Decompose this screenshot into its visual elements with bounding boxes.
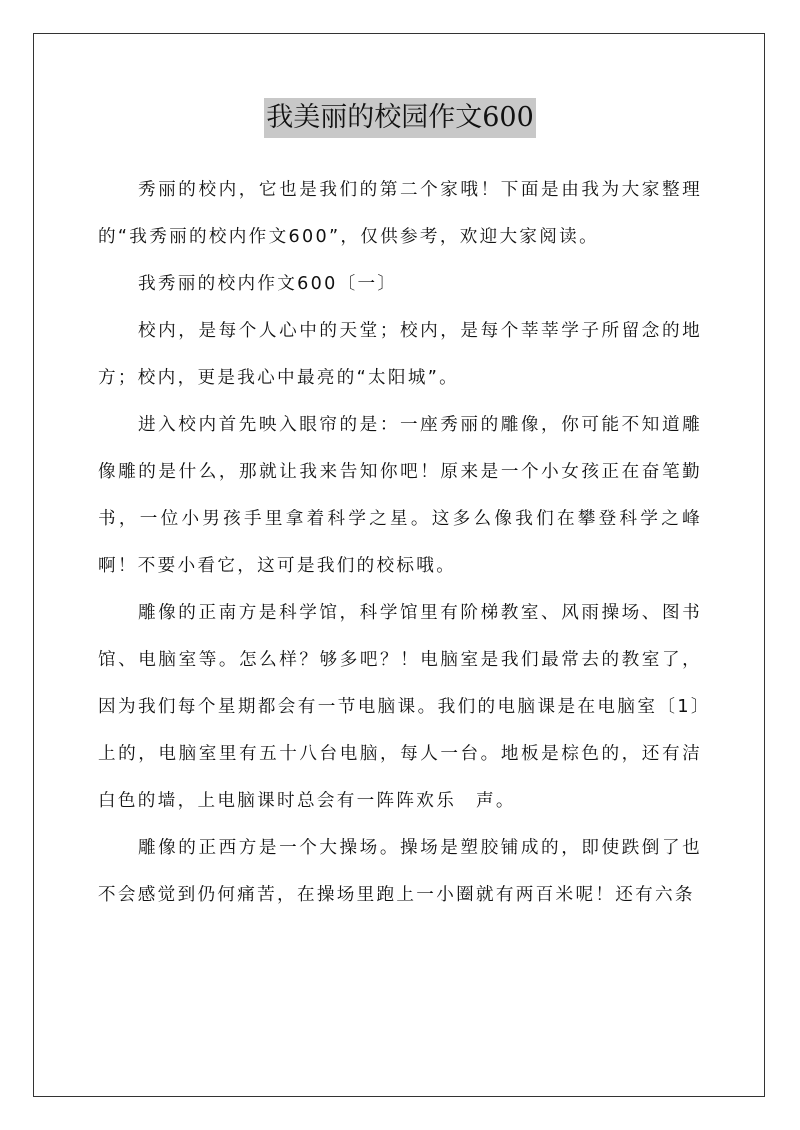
paragraph-playground: 雕像的正西方是一个大操场。操场是塑胶铺成的，即使跌倒了也不会感觉到仍何痛苦，在操场里跑上一小圈就有两百米呢！还有六条 bbox=[98, 838, 702, 905]
paragraph-science-hall: 雕像的正南方是科学馆，科学馆里有阶梯教室、风雨操场、图书馆、电脑室等。怎么样？够多吧？！电脑室是我们最常去的教室了，因为我们每个星期都会有一节电脑课。我们的电脑课是在电脑室〔1〕上的，电脑室里有五十八台电脑，每人一台。地板是棕色的，还有洁白色的墙，上电脑课时总会有一阵阵欢乐 声。 bbox=[98, 603, 702, 811]
document-title: 我美丽的校园作文600 bbox=[264, 98, 536, 138]
title-container bbox=[0, 98, 800, 138]
paragraph-statue: 进入校内首先映入眼帘的是：一座秀丽的雕像，你可能不知道雕像雕的是什么，那就让我来告知你吧！原来是一个小女孩正在奋笔勤书，一位小男孩手里拿着科学之星。这多么像我们在攀登科学之峰啊！不要小看它，这可是我们的校标哦。 bbox=[98, 415, 702, 576]
paragraph-campus-heaven: 校内，是每个人心中的天堂；校内，是每个莘莘学子所留念的地方；校内，更是我心中最亮的“太阳城”。 bbox=[98, 321, 702, 388]
paragraph-subtitle: 我秀丽的校内作文600〔一〕 bbox=[138, 274, 398, 294]
paragraph-intro: 秀丽的校内，它也是我们的第二个家哦！下面是由我为大家整理的“我秀丽的校内作文600”，仅供参考，欢迎大家阅读。 bbox=[98, 180, 702, 247]
document-body bbox=[98, 167, 702, 919]
